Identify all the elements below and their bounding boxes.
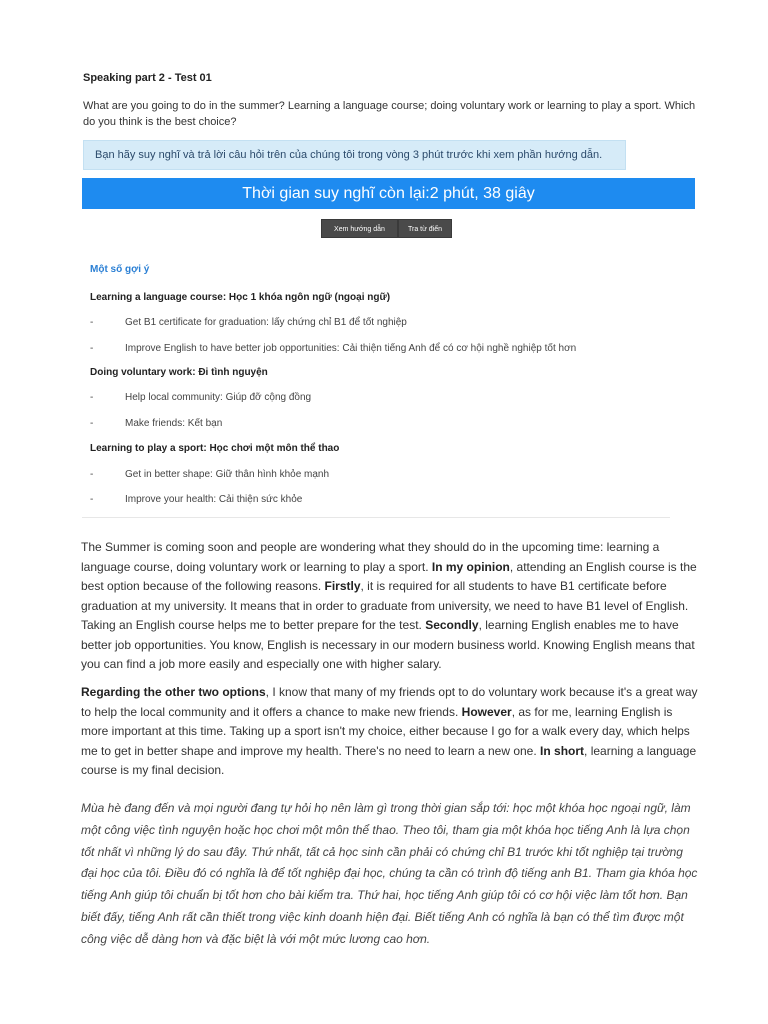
- essay-paragraph-1: [81, 538, 701, 675]
- dash: -: [90, 343, 94, 354]
- essay-text: , learning English enables me to have better job opportunities. You know, English is necessary in our modern business world. Knowing English means that you can find a job more easily and especially one with higher salary.: [81, 618, 695, 671]
- essay-text: The Summer is coming soon and people are wondering what they should do in the upcoming time: learning a language course, doing voluntary work or learning to play a sport.: [81, 540, 660, 574]
- hint-item: [90, 494, 302, 505]
- essay-paragraph-2: [81, 683, 701, 781]
- essay-keyword: In short: [540, 743, 585, 758]
- essay-keyword: Regarding the other two options: [81, 685, 266, 699]
- hint-heading-voluntary: Doing voluntary work: Đi tình nguyện: [90, 367, 268, 378]
- hint-item: [90, 392, 311, 403]
- hint-item-text: Get B1 certificate for graduation: lấy chứng chỉ B1 để tốt nghiệp: [125, 317, 407, 328]
- hints-title: Một số gợi ý: [90, 264, 150, 275]
- essay-keyword: In my opinion: [431, 559, 510, 574]
- essay-text: , learning a language course is my final decision.: [81, 743, 697, 777]
- hint-item: [90, 418, 222, 429]
- question-text: What are you going to do in the summer? Learning a language course; doing voluntary work or learning to play a sport. Which do you think is the best choice?: [83, 100, 696, 128]
- essay-keyword: Firstly: [324, 579, 361, 593]
- page-title: Speaking part 2 - Test 01: [83, 72, 212, 84]
- action-buttons: [321, 219, 452, 238]
- hint-item: [90, 317, 407, 328]
- essay-text: , as for me, learning English is more important at this time. Taking up a sport isn't my choice, either because I go for a walk every day, which helps me to get in better shape and improve my health. There's no need to learn a new one.: [81, 704, 690, 758]
- hint-heading-language: Learning a language course: Học 1 khóa ngôn ngữ (ngoại ngữ): [90, 292, 391, 303]
- essay-translation: Mùa hè đang đến và mọi người đang tự hỏi họ nên làm gì trong thời gian sắp tới: học một khóa học ngoại ngữ, làm một công việc tình nguyện hoặc học chơi một môn thể thao. Theo tôi, tham gia một khóa học tiếng Anh là lựa chọn tốt nhất vì những lý do sau đây. Thứ nhất, tất cả học sinh cần phải có chứng chỉ B1 trước khi tốt nghiệp tại trường đại học của tôi. Điều đó có nghĩa là để tốt nghiệp đại học, chúng ta cần có trình độ tiếng anh B1. Tham gia khóa học tiếng Anh giúp tôi chuẩn bị tốt hơn cho bài kiểm tra. Thứ hai, học tiếng Anh giúp tôi có cơ hội việc làm tốt hơn. Bạn biết đấy, tiếng Anh rất cần thiết trong việc kinh doanh hiện đại. Biết tiếng Anh có nghĩa là bạn có thể tìm được một công việc dễ dàng hơn và đặc biệt là với một mức lương cao hơn.: [81, 801, 698, 946]
- hint-item-text: Improve your health: Cải thiện sức khỏe: [125, 494, 303, 505]
- hint-item: [90, 469, 329, 480]
- dictionary-button[interactable]: Tra từ điển: [398, 219, 452, 238]
- hint-item-text: Make friends: Kết bạn: [125, 418, 223, 429]
- essay-keyword: However: [461, 704, 512, 719]
- view-guide-button[interactable]: Xem hướng dẫn: [321, 219, 398, 238]
- info-alert: Bạn hãy suy nghĩ và trả lời câu hỏi trên của chúng tôi trong vòng 3 phút trước khi xem phần hướng dẫn.: [83, 140, 626, 170]
- hint-item-text: Improve English to have better job opportunities: Cải thiện tiếng Anh để có cơ hội nghề nghiệp tốt hơn: [125, 343, 577, 354]
- dash: -: [90, 317, 94, 328]
- dash: -: [90, 392, 94, 403]
- hints-panel: [82, 252, 670, 518]
- essay-text: , I know that many of my friends opt to do voluntary work because it's a great way to help the local community and it offers a chance to make new friends.: [81, 685, 698, 719]
- hint-item: [90, 343, 576, 354]
- hint-item-text: Get in better shape: Giữ thân hình khỏe mạnh: [125, 469, 330, 480]
- essay-keyword: Secondly: [425, 618, 479, 632]
- dash: -: [90, 469, 94, 480]
- essay-text: , it is required for all students to have B1 certificate before graduation at my university. It means that in order to graduate from university, we need to have B1 level of English. Taking an English course helps me to better prepare for the test.: [81, 579, 689, 632]
- essay-text: , attending an English course is the best option because of the following reasons.: [81, 559, 697, 593]
- countdown-timer: Thời gian suy nghĩ còn lại:2 phút, 38 giây: [82, 178, 695, 209]
- dash: -: [90, 494, 94, 505]
- hint-heading-sport: Learning to play a sport: Học chơi một môn thể thao: [90, 443, 340, 454]
- hint-item-text: Help local community: Giúp đỡ cộng đồng: [125, 392, 312, 403]
- dash: -: [90, 418, 94, 429]
